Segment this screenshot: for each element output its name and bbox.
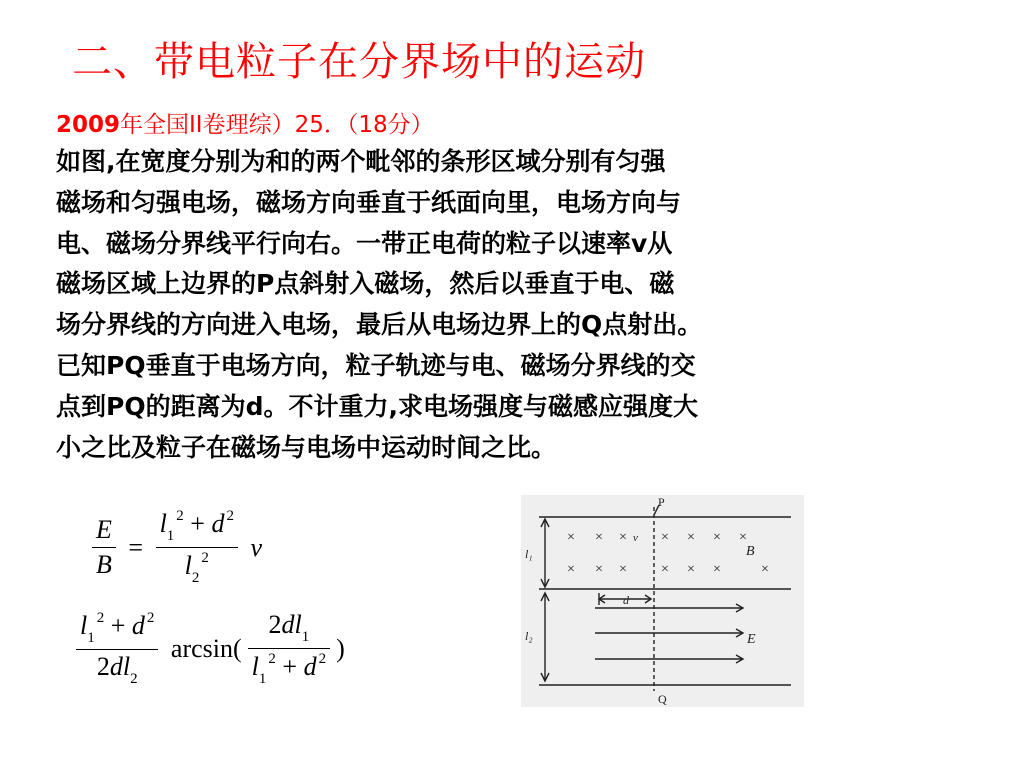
problem-line: 场分界线的方向进入电场，最后从电场边界上的Q点射出。 (56, 310, 703, 340)
subscript-1: 1 (166, 528, 175, 544)
label-q: Q (658, 692, 667, 706)
cross-mark: × (713, 530, 721, 545)
superscript-2: 2 (318, 651, 327, 667)
coefficient-2: 2 (268, 610, 282, 639)
subscript-2: 2 (191, 570, 200, 586)
superscript-2: 2 (146, 610, 155, 626)
formula-time-ratio (76, 610, 351, 688)
plus-sign: + (282, 652, 298, 681)
problem-line: 已知PQ垂直于电场方向，粒子轨迹与电、磁场分界线的交 (56, 350, 696, 380)
problem-line: 小之比及粒子在磁场与电场中运动时间之比。 (56, 432, 557, 462)
symbol-b: B (96, 550, 112, 579)
cross-mark: × (739, 530, 747, 545)
plus-sign: + (110, 611, 126, 640)
symbol-e: E (96, 515, 112, 544)
subscript-1: 1 (301, 629, 310, 645)
superscript-2: 2 (96, 610, 105, 626)
subscript-1: 1 (87, 630, 95, 646)
symbol-v: v (250, 532, 263, 562)
symbol-l: l (251, 652, 259, 681)
field-diagram (521, 495, 804, 707)
cross-mark: × (567, 530, 575, 545)
label-l1: l₁ (525, 547, 533, 561)
label-p: P (658, 495, 665, 509)
cross-mark: × (761, 562, 769, 577)
superscript-2: 2 (268, 651, 276, 667)
formula-field-ratio (92, 508, 268, 587)
close-paren: ) (336, 634, 345, 663)
subscript-2: 2 (130, 671, 138, 687)
cross-mark: × (595, 530, 603, 545)
cross-mark: × (713, 562, 721, 577)
fraction-time-coefficient (76, 610, 158, 688)
arcsin-function: arcsin( (170, 634, 242, 663)
problem-year: 2009 (56, 112, 121, 138)
subscript-1: 1 (258, 671, 267, 687)
label-e: E (747, 632, 756, 647)
cross-mark: × (687, 562, 695, 577)
symbol-l: l (184, 551, 192, 580)
cross-mark: × (661, 530, 669, 545)
symbol-d: d (303, 652, 317, 681)
equals-sign: = (128, 532, 144, 562)
symbol-d: d (109, 652, 123, 681)
fraction-l1-d-over-l2 (156, 508, 238, 587)
field-diagram-svg (521, 495, 804, 707)
cross-mark: × (567, 562, 575, 577)
label-d: d (623, 593, 629, 607)
plus-sign: + (190, 509, 205, 538)
cross-mark: × (687, 530, 695, 545)
problem-source (56, 106, 434, 139)
cross-mark: × (619, 530, 627, 545)
cross-mark: × (595, 562, 603, 577)
fraction-e-over-b (92, 515, 116, 580)
slide-title: 二、带电粒子在分界场中的运动 (72, 39, 646, 85)
fraction-arcsin-argument (248, 610, 330, 688)
label-b: B (746, 544, 755, 559)
superscript-2: 2 (176, 508, 184, 524)
coefficient-2: 2 (96, 652, 110, 681)
superscript-2: 2 (201, 550, 209, 566)
problem-line: 磁场区域上边界的P点斜射入磁场，然后以垂直于电、磁 (56, 269, 675, 299)
superscript-2: 2 (226, 508, 234, 524)
problem-line: 如图,在宽度分别为和的两个毗邻的条形区域分别有匀强 (56, 147, 666, 176)
cross-mark: × (619, 562, 627, 577)
problem-text (56, 142, 926, 468)
symbol-d: d (131, 611, 145, 640)
problem-line: 点到PQ的距离为d。不计重力,求电场强度与磁感应强度大 (56, 391, 698, 421)
problem-line: 磁场和匀强电场，磁场方向垂直于纸面向里，电场方向与 (56, 187, 682, 217)
symbol-d: d (211, 509, 225, 538)
symbol-l: l (294, 610, 302, 639)
problem-line: 电、磁场分界线平行向右。一带正电荷的粒子以速率v从 (56, 228, 673, 258)
symbol-l: l (159, 509, 167, 538)
label-l2: l₂ (525, 629, 533, 643)
symbol-l: l (80, 611, 88, 640)
label-v: v (633, 532, 638, 544)
cross-mark: × (661, 562, 669, 577)
symbol-d: d (281, 610, 295, 639)
symbol-l: l (122, 652, 131, 681)
problem-source-text: 年全国II卷理综）25．（18分） (120, 112, 434, 138)
